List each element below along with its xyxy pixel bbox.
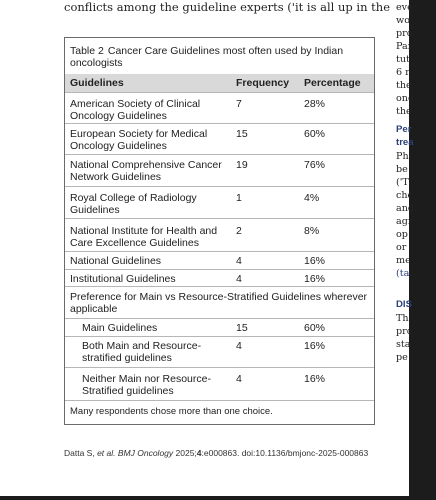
right-column-line: 6 r bbox=[396, 67, 410, 78]
column-header-frequency: Frequency bbox=[236, 77, 290, 89]
table-caption bbox=[70, 45, 375, 69]
frequency-value: 1 bbox=[236, 192, 242, 204]
guideline-name: National Guidelines bbox=[70, 255, 162, 267]
percentage-value: 16% bbox=[304, 255, 326, 267]
percentage-value: 76% bbox=[304, 159, 326, 171]
right-column-line: Par bbox=[396, 41, 413, 52]
percentage-value: 16% bbox=[304, 273, 326, 285]
citation-year: 2025; bbox=[173, 448, 197, 458]
table-row bbox=[65, 269, 374, 286]
percentage-value: 16% bbox=[304, 340, 326, 352]
frequency-value: 15 bbox=[236, 322, 248, 334]
percentage-value: 60% bbox=[304, 322, 326, 334]
citation-volume: 4 bbox=[196, 448, 202, 458]
table-section-row bbox=[65, 286, 374, 318]
right-column-line: Ph bbox=[396, 151, 409, 162]
preference-heading: Preference for Main vs Resource-Stratified Guidelines wherever applicable bbox=[70, 291, 368, 315]
right-column-line: sta bbox=[396, 339, 411, 350]
table-row bbox=[65, 92, 374, 123]
frequency-value: 19 bbox=[236, 159, 248, 171]
table-row bbox=[65, 318, 374, 336]
frequency-value: 4 bbox=[236, 255, 242, 267]
citation-journal: . BMJ Oncology bbox=[113, 448, 174, 458]
guidelines-table bbox=[64, 37, 375, 425]
right-column-heading: trea bbox=[396, 137, 414, 148]
frequency-value: 7 bbox=[236, 98, 242, 110]
frequency-value: 4 bbox=[236, 273, 242, 285]
right-column-line: be bbox=[396, 164, 408, 175]
table-row bbox=[65, 367, 374, 400]
guideline-name: Main Guidelines bbox=[82, 322, 158, 334]
citation-footer bbox=[64, 448, 368, 458]
guideline-name: National Institute for Health and Care Excellence Guidelines bbox=[70, 225, 218, 249]
table-row bbox=[65, 218, 374, 251]
guideline-name: Neither Main nor Resource-Stratified guidelines bbox=[82, 373, 211, 397]
guideline-name: European Society for Medical Oncology Guidelines bbox=[70, 128, 208, 152]
frequency-value: 4 bbox=[236, 340, 242, 352]
right-column-line: agr bbox=[396, 216, 413, 227]
right-column-line: and bbox=[396, 203, 415, 214]
right-column-line: op bbox=[396, 229, 408, 240]
table-footnote: Many respondents chose more than one choice. bbox=[70, 406, 273, 417]
right-column-line: the bbox=[396, 106, 412, 117]
right-column-line: che bbox=[396, 190, 414, 201]
frequency-value: 2 bbox=[236, 225, 242, 237]
table-row bbox=[65, 251, 374, 269]
right-column-line: me bbox=[396, 255, 411, 266]
right-column-line: pro bbox=[396, 326, 413, 337]
right-column-line: Th bbox=[396, 313, 409, 324]
percentage-value: 8% bbox=[304, 225, 320, 237]
frequency-value: 15 bbox=[236, 128, 248, 140]
table-row bbox=[65, 123, 374, 154]
right-column-line: tut bbox=[396, 54, 410, 65]
table-row bbox=[65, 186, 374, 218]
guideline-name: Institutional Guidelines bbox=[70, 273, 176, 285]
percentage-value: 16% bbox=[304, 373, 326, 385]
right-column-line: wo bbox=[396, 15, 410, 26]
table-title: Cancer Care Guidelines most often used by Indian oncologists bbox=[70, 45, 344, 69]
frequency-value: 4 bbox=[236, 373, 242, 385]
body-text-top-line: conflicts among the guideline experts ('it is all up in the bbox=[64, 0, 391, 14]
percentage-value: 28% bbox=[304, 98, 326, 110]
right-column-link[interactable]: (ta bbox=[396, 268, 410, 279]
right-column-line: one bbox=[396, 93, 414, 104]
guideline-name: National Comprehensive Cancer Network Guidelines bbox=[70, 159, 222, 183]
guideline-name: Both Main and Resource-stratified guidelines bbox=[82, 340, 202, 364]
right-column-heading: Per bbox=[396, 124, 412, 135]
guideline-name: American Society of Clinical Oncology Guidelines bbox=[70, 98, 201, 122]
percentage-value: 4% bbox=[304, 192, 320, 204]
right-column-line: ('T bbox=[396, 177, 409, 188]
table-row bbox=[65, 336, 374, 367]
citation-doi[interactable]: :e000863. doi:10.1136/bmjonc-2025-000863 bbox=[201, 448, 369, 458]
guideline-name: Royal College of Radiology Guidelines bbox=[70, 192, 197, 216]
table-header-row bbox=[65, 74, 374, 92]
right-column-line: the bbox=[396, 80, 412, 91]
column-header-percentage: Percentage bbox=[304, 77, 361, 89]
column-header-guidelines: Guidelines bbox=[70, 77, 124, 89]
right-column-line: eve bbox=[396, 2, 413, 13]
table-label: Table 2 bbox=[70, 45, 104, 57]
table-row bbox=[65, 154, 374, 186]
percentage-value: 60% bbox=[304, 128, 326, 140]
right-column-line: pro bbox=[396, 28, 413, 39]
table-footer-rule bbox=[65, 400, 374, 401]
right-column-line: or bbox=[396, 242, 407, 253]
citation-authors: Datta S, bbox=[64, 448, 98, 458]
citation-et-al: et al bbox=[97, 448, 114, 458]
right-column-line: pe bbox=[396, 352, 408, 363]
right-column-heading: DIS bbox=[396, 299, 412, 310]
